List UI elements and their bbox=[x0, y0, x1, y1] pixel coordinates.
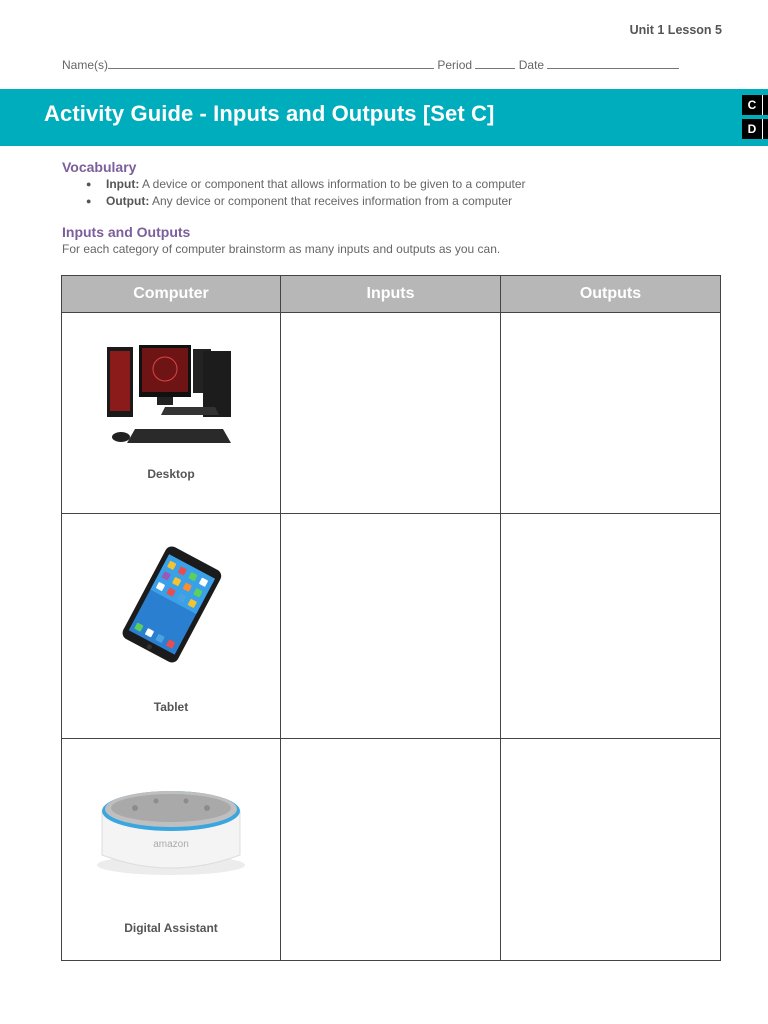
smart-speaker-icon bbox=[88, 781, 254, 881]
table-header-row bbox=[62, 276, 721, 313]
list-item bbox=[86, 177, 526, 194]
logo-letter-c: C bbox=[742, 95, 763, 115]
table-row bbox=[62, 514, 721, 739]
period-field[interactable] bbox=[475, 56, 515, 69]
list-item bbox=[86, 194, 526, 211]
table-row bbox=[62, 739, 721, 961]
outputs-cell[interactable] bbox=[501, 313, 721, 514]
date-field[interactable] bbox=[547, 56, 679, 69]
bullet-icon: ● bbox=[86, 196, 92, 206]
vocab-definition: Any device or component that receives information from a computer bbox=[151, 194, 513, 208]
column-header-inputs: Inputs bbox=[281, 276, 501, 313]
vocabulary-list bbox=[86, 177, 526, 211]
instructions-text: For each category of computer brainstorm as many inputs and outputs as you can. bbox=[62, 242, 501, 256]
logo-letter-d: D bbox=[742, 119, 763, 139]
outputs-cell[interactable] bbox=[501, 514, 721, 739]
computer-label: Tablet bbox=[153, 700, 189, 714]
name-period-date-row bbox=[62, 56, 679, 72]
period-label: Period bbox=[437, 58, 473, 72]
title-banner bbox=[0, 89, 768, 146]
vocab-term: Output: bbox=[106, 194, 150, 208]
name-field[interactable] bbox=[108, 56, 434, 69]
column-header-computer: Computer bbox=[62, 276, 281, 313]
computer-label: Digital Assistant bbox=[124, 921, 218, 935]
tablet-icon bbox=[109, 544, 233, 664]
vocab-term: Input: bbox=[106, 177, 140, 191]
vocab-definition: A device or component that allows information to be given to a computer bbox=[142, 177, 526, 191]
inputs-outputs-heading: Inputs and Outputs bbox=[62, 224, 191, 240]
vocabulary-heading: Vocabulary bbox=[62, 159, 137, 175]
inputs-cell[interactable] bbox=[281, 739, 501, 961]
page-title: Activity Guide - Inputs and Outputs [Set C] bbox=[44, 101, 495, 126]
code-logo bbox=[742, 95, 768, 141]
inputs-outputs-table bbox=[61, 275, 721, 961]
computer-cell bbox=[62, 514, 281, 739]
date-label: Date bbox=[518, 58, 545, 72]
computer-cell bbox=[62, 313, 281, 514]
bullet-icon: ● bbox=[86, 179, 92, 189]
unit-lesson-label: Unit 1 Lesson 5 bbox=[629, 23, 722, 37]
computer-label: Desktop bbox=[147, 467, 195, 481]
inputs-cell[interactable] bbox=[281, 514, 501, 739]
column-header-outputs: Outputs bbox=[501, 276, 721, 313]
outputs-cell[interactable] bbox=[501, 739, 721, 961]
desktop-computer-icon bbox=[105, 341, 237, 451]
svg-text:amazon: amazon bbox=[153, 839, 189, 850]
inputs-cell[interactable] bbox=[281, 313, 501, 514]
table-row bbox=[62, 313, 721, 514]
computer-cell bbox=[62, 739, 281, 961]
name-label: Name(s) bbox=[62, 58, 109, 72]
